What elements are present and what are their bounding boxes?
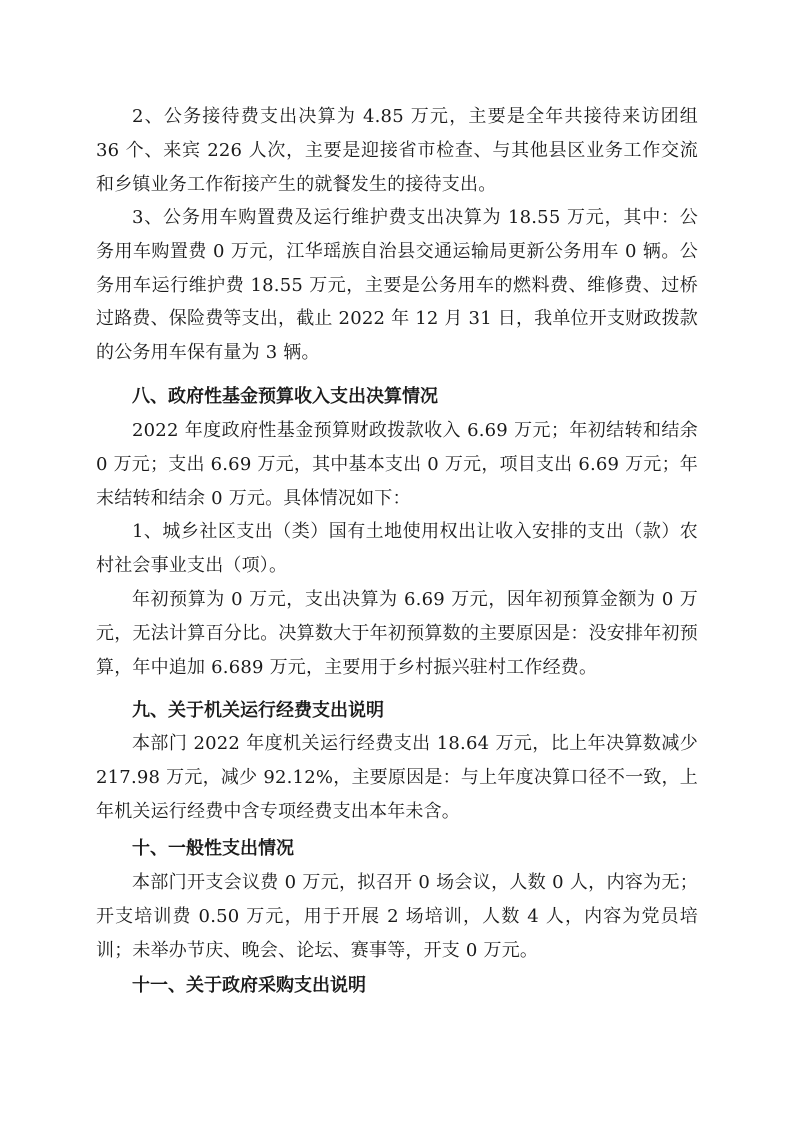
section-heading-11: 十一、关于政府采购支出说明 [132, 975, 366, 996]
paragraph-vehicle-expenses: 3、公务用车购置费及运行维护费支出决算为 18.55 万元，其中：公务用车购置费 0 万元，江华瑶族自治县交通运输局更新公务用车 0 辆。公务用车运行维护费 18.55 万元，主要是公务用车的燃料费、维修费、过桥过路费、保险费等支出，截止 2022 年 12 月 31 日，我单位开支财政拨款的公务用车保有量为 3 辆。 [96, 207, 698, 364]
paragraph-general-expenditure: 本部门开支会议费 0 万元，拟召开 0 场会议，人数 0 人，内容为无；开支培训费 0.50 万元，用于开展 2 场培训，人数 4 人，内容为党员培训；未举办节庆、晚会、论坛、赛事等，开支 0 万元。 [96, 872, 698, 961]
paragraph-urban-rural-expenditure: 1、城乡社区支出（类）国有土地使用权出让收入安排的支出（款）农村社会事业支出（项）。 [96, 521, 698, 576]
paragraph-budget-explanation: 年初预算为 0 万元，支出决算为 6.69 万元，因年初预算金额为 0 万元，无法计算百分比。决算数大于年初预算数的主要原因是：没安排年初预算，年中追加 6.689 万元，主要用于乡村振兴驻村工作经费。 [96, 589, 698, 678]
paragraph-fund-budget: 2022 年度政府性基金预算财政拨款收入 6.69 万元；年初结转和结余 0 万元；支出 6.69 万元，其中基本支出 0 万元，项目支出 6.69 万元；年末结转和结余 0 万元。具体情况如下： [96, 420, 698, 509]
section-heading-10: 十、一般性支出情况 [132, 838, 294, 859]
section-heading-9: 九、关于机关运行经费支出说明 [132, 700, 384, 721]
paragraph-reception-expenses: 2、公务接待费支出决算为 4.85 万元，主要是全年共接待来访团组 36 个、来宾 226 人次，主要是迎接省市检查、与其他县区业务工作交流和乡镇业务工作衔接产生的就餐发生的接待支出。 [96, 106, 698, 195]
paragraph-operating-expenses: 本部门 2022 年度机关运行经费支出 18.64 万元，比上年决算数减少 217.98 万元，减少 92.12%，主要原因是：与上年度决算口径不一致，上年机关运行经费中含专项经费支出本年未含。 [96, 733, 698, 822]
section-heading-8: 八、政府性基金预算收入支出决算情况 [132, 386, 438, 407]
